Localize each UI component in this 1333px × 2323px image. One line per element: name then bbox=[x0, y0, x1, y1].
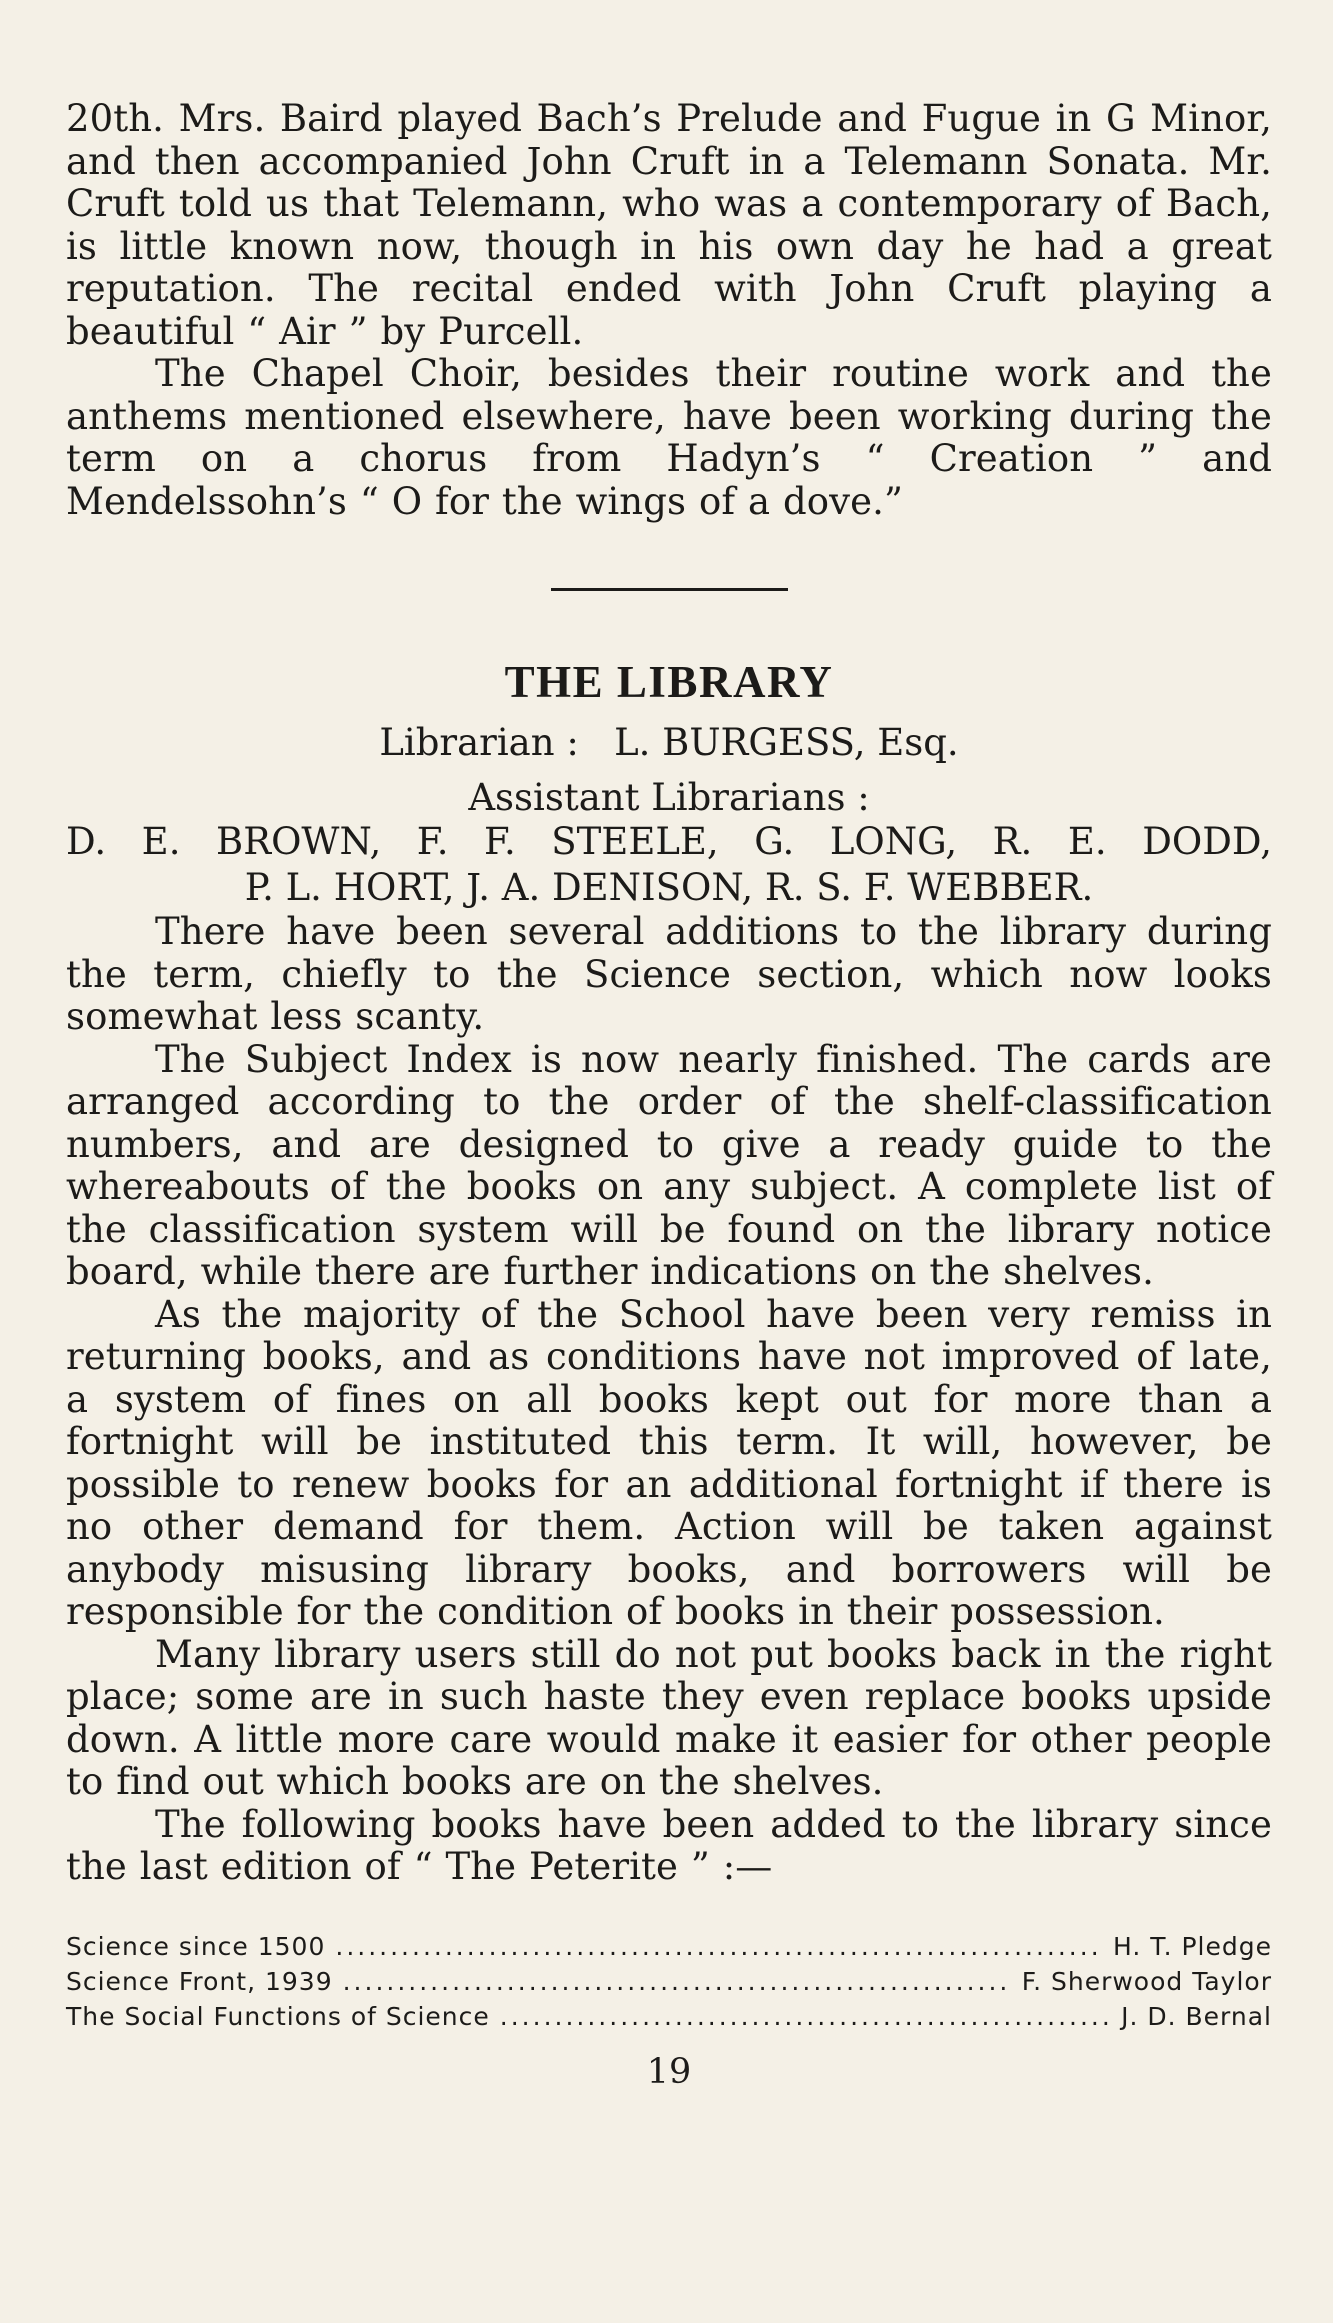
paragraph-chapel-choir: The Chapel Choir, besides their routine work and the anthems mentioned elsewhere, have been working during the term on a chorus from Hadyn’s “ Creation ” and Mendelssohn’s “ O for the wings of a dove.” bbox=[66, 352, 1272, 523]
librarian-line: Librarian : L. BURGESS, Esq. bbox=[379, 721, 959, 764]
book-list-item bbox=[66, 1964, 1272, 1999]
book-author: F. Sherwood Taylor bbox=[1021, 1966, 1272, 1996]
paragraph-additions: There have been several additions to the library during the term, chiefly to the Science section, which now looks somewhat less scanty. bbox=[66, 910, 1272, 1038]
assistant-librarians-heading: Assistant Librarians : bbox=[468, 775, 870, 819]
assistant-librarians-list bbox=[66, 819, 1272, 911]
paragraph-recital: 20th. Mrs. Baird played Bach’s Prelude and Fugue in G Minor, and then accompanied John Cruft in a Telemann Sonata. Mr. Cruft told us that Telemann, who was a contemporary of Bach, is little known now, though in his own day he had a great reputation. The recital ended with John Cruft playing a beautiful “ Air ” by Purcell. bbox=[66, 97, 1272, 353]
assistant-librarians-line-1: D. E. BROWN, F. F. STEELE, G. LONG, R. E. DODD, bbox=[66, 820, 1272, 863]
page-content bbox=[66, 98, 1272, 2092]
library-heading: THE LIBRARY bbox=[504, 657, 834, 707]
paragraph-subject-index: The Subject Index is now nearly finished. The cards are arranged according to the order of the shelf-classification numbers, and are designed to give a ready guide to the whereabouts of the books on any subject. A complete list of the classification system will be found on the library notice board, while there are further indications on the shelves. bbox=[66, 1037, 1272, 1293]
dot-leader bbox=[343, 1964, 1012, 1999]
book-author: H. T. Pledge bbox=[1113, 1931, 1272, 1961]
page-number: 19 bbox=[646, 2051, 692, 2092]
book-list-item bbox=[66, 1929, 1272, 1964]
dot-leader bbox=[500, 1999, 1111, 2034]
book-list bbox=[66, 1929, 1272, 2034]
book-list-item bbox=[66, 1999, 1272, 2034]
book-title: Science Front, 1939 bbox=[66, 1966, 333, 1996]
book-author: J. D. Bernal bbox=[1121, 2001, 1272, 2031]
paragraph-library-users: Many library users still do not put books back in the right place; some are in such haste they even replace books upside down. A little more care would make it easier for other people to find out which books are on the shelves. bbox=[66, 1632, 1272, 1803]
assistant-librarians-line-2: P. L. HORT, J. A. DENISON, R. S. F. WEBBER. bbox=[244, 866, 1094, 909]
paragraph-books-added: The following books have been added to the library since the last edition of “ The Peterite ” :— bbox=[66, 1802, 1272, 1888]
dot-leader bbox=[335, 1929, 1103, 1964]
book-title: The Social Functions of Science bbox=[66, 2001, 490, 2031]
paragraph-fines: As the majority of the School have been very remiss in returning books, and as conditions have not improved of late, a system of fines on all books kept out for more than a fortnight will be instituted this term. It will, however, be possible to renew books for an additional fortnight if there is no other demand for them. Action will be taken against anybody misusing library books, and borrowers will be responsible for the condition of books in their possession. bbox=[66, 1292, 1272, 1633]
book-title: Science since 1500 bbox=[66, 1931, 326, 1961]
section-divider bbox=[551, 588, 788, 591]
